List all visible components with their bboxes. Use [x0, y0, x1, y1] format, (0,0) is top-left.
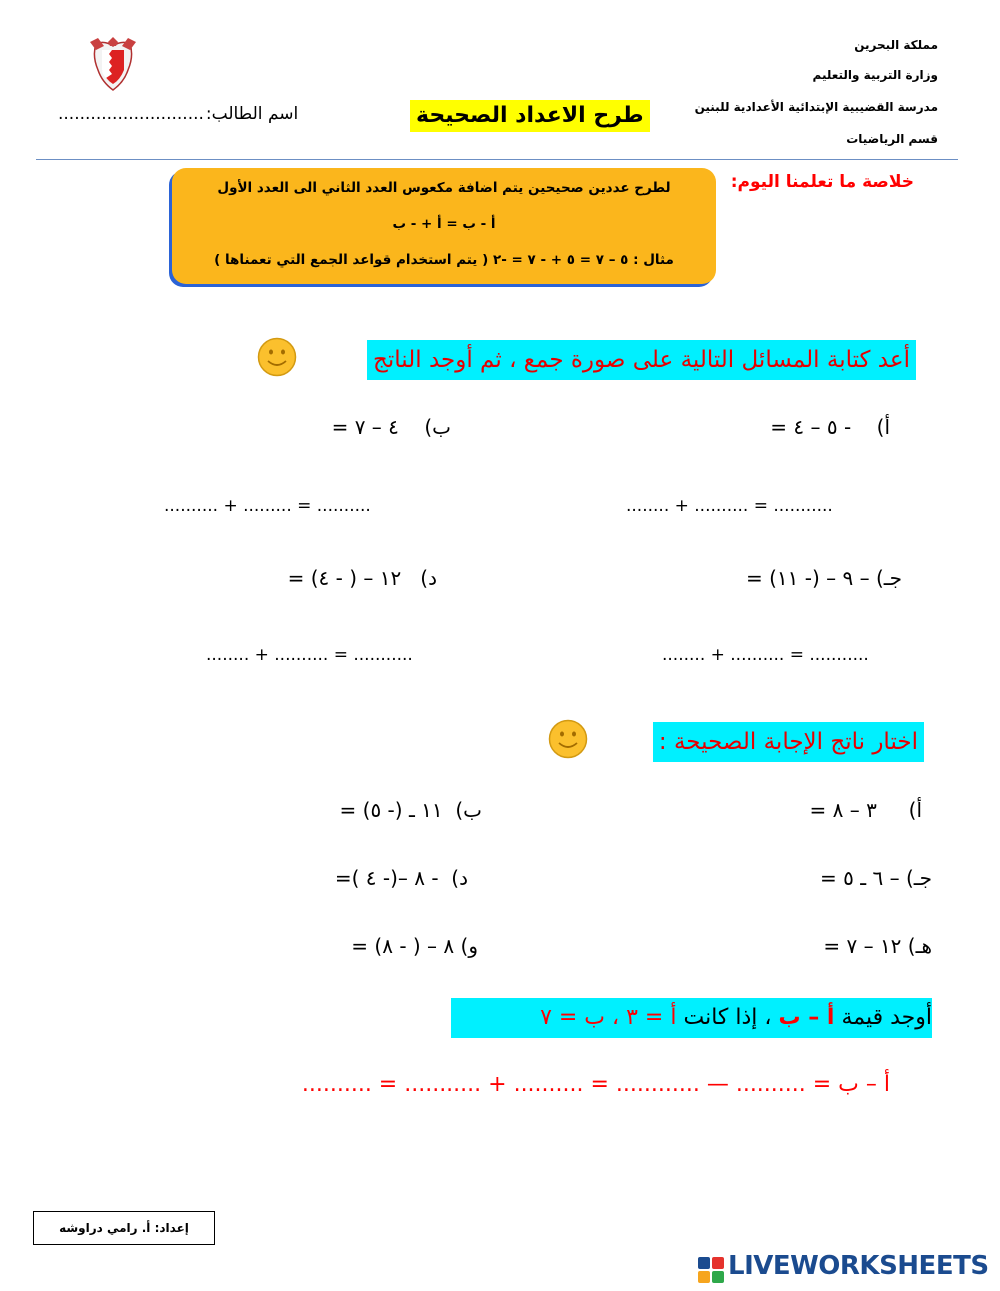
problem-expr: - ٨ –(- ٤ )=	[334, 866, 439, 890]
problem-label: جـ)	[875, 566, 902, 590]
problem-2c	[820, 866, 932, 890]
page-title: طرح الاعداد الصحيحة	[410, 100, 650, 132]
problem-expr: ٨ – ( - ٨) =	[351, 934, 455, 958]
problem-expr: – ٦ ـ ٥ =	[820, 866, 900, 890]
problem-1b	[332, 415, 451, 439]
problem-1a	[770, 415, 890, 439]
problem-label: أ)	[876, 415, 890, 439]
problem-label: و)	[460, 934, 478, 958]
problem-label: ب)	[455, 798, 482, 822]
section3-heading-pre: أوجد قيمة	[834, 1005, 932, 1030]
answer-line-1d[interactable]: ........ + .......... = ...........	[206, 645, 413, 665]
problem-expr: ١٢ – ( - ٤) =	[287, 566, 402, 590]
summary-label: خلاصة ما تعلمنا اليوم:	[730, 172, 914, 192]
header-divider	[36, 159, 958, 160]
section3-values: أ = ٣ ، ب = ٧	[540, 1005, 677, 1030]
answer-line-1a[interactable]: ........ + .......... = ...........	[626, 496, 833, 516]
header-kingdom: مملكة البحرين	[854, 38, 938, 52]
problem-2f	[351, 934, 478, 958]
problem-label: أ)	[908, 798, 922, 822]
bahrain-emblem	[88, 36, 138, 94]
problem-label: د)	[451, 866, 468, 890]
answer-line-1b[interactable]: .......... + ......... = ..........	[164, 496, 371, 516]
problem-label: ب)	[424, 415, 451, 439]
problem-label: جـ)	[905, 866, 932, 890]
header-ministry: وزارة التربية والتعليم	[812, 68, 938, 82]
section3-heading	[451, 998, 932, 1038]
header-department: قسم الرياضيات	[846, 132, 938, 146]
author-box: إعداد: أ. رامي دراوشه	[33, 1211, 215, 1245]
problem-expr: – ٩ – (- ١١) =	[746, 566, 870, 590]
problem-1d	[288, 566, 437, 590]
problem-expr: - ٥ – ٤ =	[770, 415, 852, 439]
problem-2d	[335, 866, 468, 890]
smiley-icon	[257, 337, 297, 377]
problem-1c	[746, 566, 902, 590]
problem-expr: ١١ ـ (- ٥) =	[339, 798, 443, 822]
problem-2e	[823, 934, 932, 958]
problem-label: د)	[420, 566, 437, 590]
summary-rule: لطرح عددين صحيحين يتم اضافة مكعوس العدد الثاني الى العدد الأول	[217, 180, 671, 196]
summary-box	[172, 168, 716, 284]
problem-expr: ١٢ – ٧ =	[823, 934, 902, 958]
problem-label: هـ)	[907, 934, 932, 958]
student-name-label: اسم الطالب:	[205, 104, 299, 124]
section3-variable: أ – ب	[778, 1005, 835, 1030]
answer-line-1c[interactable]: ........ + .......... = ...........	[662, 645, 869, 665]
section2-heading: اختار ناتج الإجابة الصحيحة :	[653, 722, 924, 762]
section3-answer-line[interactable]: أ – ب = .......... — ............ = .......... + ........... = ..........	[301, 1072, 890, 1097]
section1-heading: أعد كتابة المسائل التالية على صورة جمع ، ثم أوجد الناتج	[367, 340, 916, 380]
liveworksheets-icon	[698, 1257, 724, 1283]
header-school: مدرسة القضيبية الإبتدائية الأعدادية للبنين	[694, 100, 938, 114]
student-name-row	[58, 104, 298, 124]
student-name-field[interactable]: ...........................	[58, 104, 204, 124]
summary-example: مثال : ٥ – ٧ = ٥ + - ٧ = -٢ ( يتم استخدام قواعد الجمع التي تعمناها )	[214, 252, 674, 268]
problem-2b	[340, 798, 482, 822]
smiley-icon	[548, 719, 588, 759]
liveworksheets-wordmark: LIVEWORKSHEETS	[728, 1251, 989, 1281]
summary-formula: أ - ب = أ + - ب	[392, 216, 496, 232]
problem-2a	[810, 798, 923, 822]
section3-heading-mid: ، إذا كانت	[676, 1005, 779, 1030]
problem-expr: ٣ – ٨ =	[809, 798, 877, 822]
problem-expr: ٤ – ٧ =	[331, 415, 399, 439]
